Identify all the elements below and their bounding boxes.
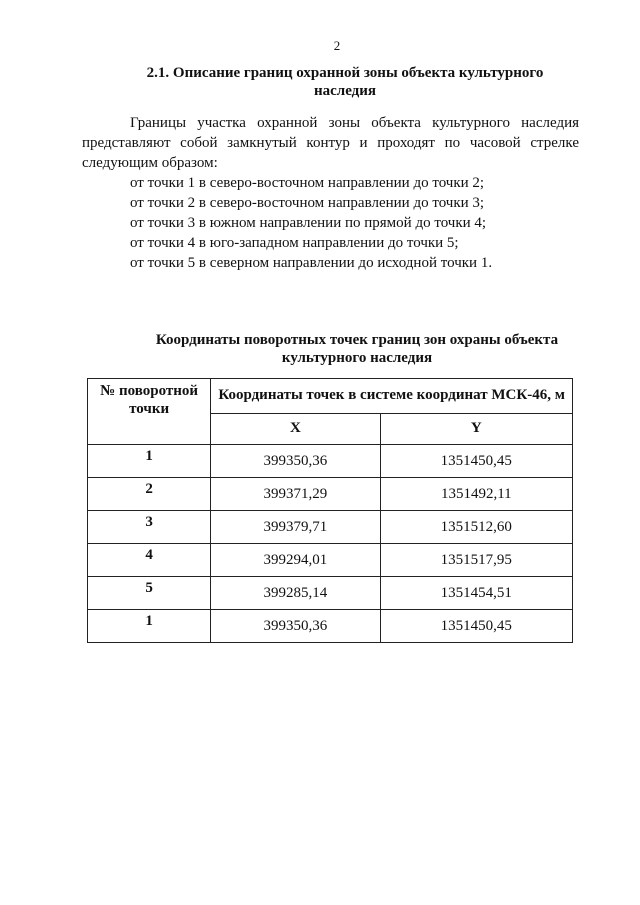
list-item: от точки 5 в северном направлении до исходной точки 1.	[130, 255, 493, 271]
table-row	[88, 610, 573, 643]
list-item: от точки 3 в южном направлении по прямой до точки 4;	[130, 215, 487, 231]
intro-paragraph: Границы участка охранной зоны объекта культурного наследия представляют собой замкнутый контур и проходят по часовой стрелке следующим образом:	[82, 115, 579, 171]
cell-x: 399350,36	[211, 445, 380, 478]
cell-point: 3	[88, 511, 211, 544]
cell-y: 1351492,11	[380, 478, 572, 511]
cell-point: 2	[88, 478, 211, 511]
table-row	[88, 445, 573, 478]
cell-x: 399285,14	[211, 577, 380, 610]
cell-point: 5	[88, 577, 211, 610]
boundary-points-list	[130, 173, 580, 273]
cell-x: 399294,01	[211, 544, 380, 577]
cell-y: 1351450,45	[380, 610, 572, 643]
coordinates-table	[87, 378, 573, 643]
cell-y: 1351450,45	[380, 445, 572, 478]
section-title: 2.1. Описание границ охранной зоны объекта культурного наследия	[146, 65, 544, 99]
cell-point: 1	[88, 610, 211, 643]
list-item: от точки 1 в северо-восточном направлении до точки 2;	[130, 175, 485, 191]
cell-y: 1351454,51	[380, 577, 572, 610]
header-point-number: № поворотной точки	[88, 379, 211, 445]
table-row	[88, 511, 573, 544]
header-x: X	[211, 413, 380, 444]
list-item: от точки 4 в юго-западном направлении до точки 5;	[130, 235, 459, 251]
table-row	[88, 544, 573, 577]
header-y: Y	[380, 413, 572, 444]
cell-x: 399371,29	[211, 478, 380, 511]
table-row	[88, 577, 573, 610]
cell-x: 399350,36	[211, 610, 380, 643]
cell-point: 1	[88, 445, 211, 478]
cell-y: 1351512,60	[380, 511, 572, 544]
table-header-row	[88, 379, 573, 414]
cell-y: 1351517,95	[380, 544, 572, 577]
header-coordinates: Координаты точек в системе координат МСК-46, м	[211, 379, 573, 414]
list-item: от точки 2 в северо-восточном направлении до точки 3;	[130, 195, 485, 211]
page-number: 2	[333, 38, 341, 53]
cell-x: 399379,71	[211, 511, 380, 544]
cell-point: 4	[88, 544, 211, 577]
table-row	[88, 478, 573, 511]
table-title: Координаты поворотных точек границ зон охраны объекта культурного наследия	[155, 332, 559, 366]
